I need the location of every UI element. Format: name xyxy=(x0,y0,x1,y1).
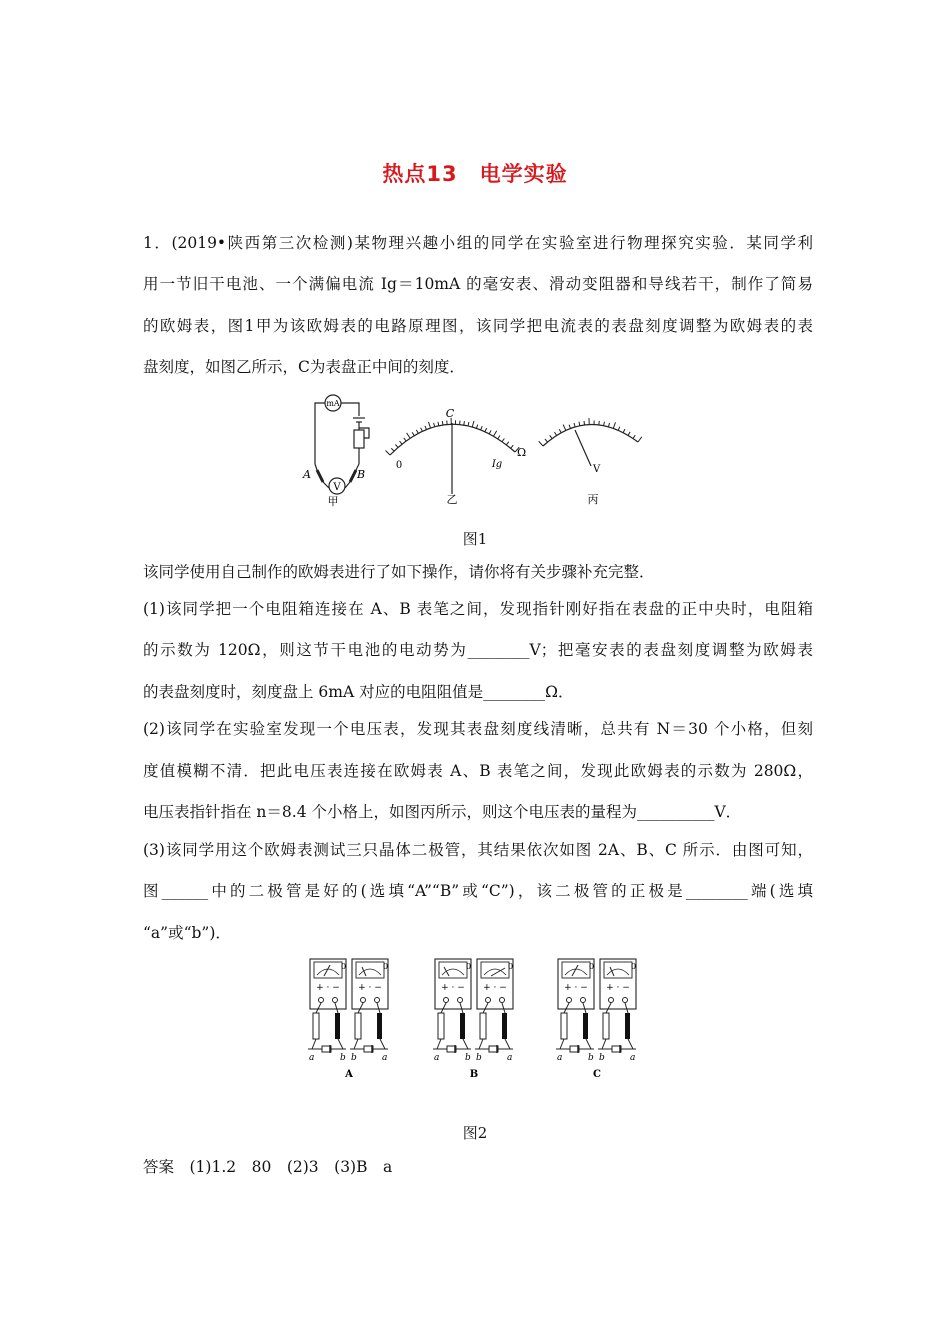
scale-tick xyxy=(550,435,552,438)
scale-tick xyxy=(489,430,491,434)
scale-tick xyxy=(407,433,411,438)
multimeter-dial xyxy=(439,962,467,978)
scale-tick xyxy=(416,430,418,434)
scale-tick xyxy=(608,423,609,427)
test-lead xyxy=(441,1003,446,1013)
scale-tick xyxy=(539,441,543,446)
end-b-label: a xyxy=(630,1053,636,1063)
group-label-B: B xyxy=(469,1069,479,1080)
scale-tick xyxy=(638,437,642,442)
body-line-7: 电压表指针指在 n＝8.4 个小格上，如图丙所示，则这个电压表的量程为__________V． xyxy=(143,803,742,821)
terminal-b-label: B xyxy=(357,468,366,481)
v2-label: V xyxy=(593,464,601,475)
end-b-label: b xyxy=(465,1053,471,1063)
probe-red xyxy=(355,1013,361,1039)
c-label: C xyxy=(445,407,455,420)
terminal-jack xyxy=(486,998,491,1003)
scale-tick xyxy=(485,428,487,432)
meter-terminals: + · − xyxy=(483,983,507,993)
probe-black xyxy=(377,1013,382,1039)
ohm-label: Ω xyxy=(517,446,527,459)
terminal-jack xyxy=(458,998,463,1003)
scale-tick xyxy=(613,422,615,428)
body-line-6: 度值模糊不清．把此电压表连接在欧姆表 A、B 表笔之间，发现此欧姆表的示数为 280Ω， xyxy=(143,762,813,780)
meter-zero-label: 0 xyxy=(589,962,595,971)
scale-tick xyxy=(511,445,514,448)
scale-tick xyxy=(604,422,605,426)
terminal-jack xyxy=(444,998,449,1003)
scale-tick xyxy=(391,448,394,451)
terminal-jack xyxy=(333,998,338,1003)
probe-black xyxy=(625,1013,630,1039)
scale-tick xyxy=(633,435,635,438)
scale-tick xyxy=(468,422,469,426)
group-label-A: A xyxy=(345,1069,353,1080)
meter-terminals: + · − xyxy=(564,983,588,993)
terminal-jack xyxy=(361,998,366,1003)
meter-terminals: + · − xyxy=(441,983,465,993)
test-lead xyxy=(335,1003,338,1013)
body-line-5: (2)该同学在实验室发现一个电压表，发现其表盘刻度线清晰，总共有 N＝30 个小格，但刻 xyxy=(143,720,813,738)
multimeter-dial xyxy=(562,962,590,978)
test-lead xyxy=(483,1003,488,1013)
scale-tick xyxy=(554,432,556,435)
test-lead xyxy=(625,1003,628,1013)
zero-label: 0 xyxy=(395,460,403,471)
end-a-label: b xyxy=(599,1053,605,1063)
scale-tick xyxy=(579,422,580,426)
terminal-jack xyxy=(623,998,628,1003)
scale-tick xyxy=(412,432,414,435)
jia-label: 甲 xyxy=(327,495,339,508)
end-a-label: b xyxy=(476,1053,482,1063)
terminal-jack xyxy=(500,998,505,1003)
problem-line-3: 的欧姆表，图1甲为该欧姆表的电路原理图，该同学把电流表的表盘刻度调整为欧姆表的表 xyxy=(143,317,813,335)
probe-red xyxy=(438,1013,444,1039)
scale-tick xyxy=(498,436,500,439)
scale-tick xyxy=(395,444,398,447)
meter-zero-label: 0 xyxy=(508,962,514,971)
scale-tick xyxy=(428,422,430,428)
group-label-C: C xyxy=(593,1069,601,1080)
terminal-jack xyxy=(375,998,380,1003)
scale-tick xyxy=(425,426,427,430)
figure-2-caption: 图2 xyxy=(462,1124,488,1142)
body-line-8: (3)该同学用这个欧姆表测试三只晶体二极管，其结果依次如图 2A、B、C 所示．由图可知， xyxy=(143,841,813,859)
v-label: V xyxy=(333,482,341,493)
terminal-jack xyxy=(567,998,572,1003)
meter-needle xyxy=(572,965,578,976)
problem-line-4: 盘刻度，如图乙所示，C为表盘正中间的刻度． xyxy=(143,358,465,376)
end-b-label: a xyxy=(382,1053,388,1063)
probe-black xyxy=(335,1013,340,1039)
end-a-label: b xyxy=(351,1053,357,1063)
scale-tick xyxy=(502,438,504,441)
meter-terminals: + · − xyxy=(316,983,340,993)
probe-black xyxy=(583,1013,588,1039)
scale-tick xyxy=(628,432,630,435)
scale-tick xyxy=(574,423,575,427)
probe-red xyxy=(313,1013,319,1039)
problem-line-1: 1．(2019•陕西第三次检测)某物理兴趣小组的同学在实验室进行物理探究实验．某同学利 xyxy=(143,234,813,252)
end-b-label: a xyxy=(507,1053,513,1063)
scale-tick xyxy=(442,421,443,425)
meter-zero-label: 0 xyxy=(383,962,389,971)
test-lead xyxy=(460,1003,463,1013)
yi-label: 乙 xyxy=(446,493,458,506)
scale-tick xyxy=(563,425,566,431)
figure-1-caption: 图1 xyxy=(462,530,488,548)
scale-tick xyxy=(569,425,570,429)
end-a-label: a xyxy=(557,1053,563,1063)
meter-needle xyxy=(324,965,330,976)
body-line-1: 该同学使用自己制作的欧姆表进行了如下操作，请你将有关步骤补充完整． xyxy=(143,563,655,581)
body-line-10: “a”或“b”)． xyxy=(143,924,231,942)
terminal-jack xyxy=(319,998,324,1003)
meter-zero-label: 0 xyxy=(631,962,637,971)
test-lead xyxy=(316,1003,321,1013)
multimeter-dial xyxy=(356,962,384,978)
test-lead xyxy=(564,1003,569,1013)
scale-tick xyxy=(481,426,483,430)
end-b-label: b xyxy=(588,1053,594,1063)
terminal-jack xyxy=(609,998,614,1003)
answer-line: 答案 (1)1.2 80 (2)3 (3)B a xyxy=(143,1158,393,1176)
end-a-label: a xyxy=(309,1053,315,1063)
diode-test-group-B xyxy=(433,959,513,1080)
figure-1-diagram xyxy=(295,390,655,512)
scale-tick xyxy=(476,425,477,429)
probe-black xyxy=(460,1013,465,1039)
problem-line-2: 用一节旧干电池、一个满偏电流 Ig＝10mA 的毫安表、滑动变阻器和导线若干，制作了简易 xyxy=(143,275,813,293)
bing-label: 丙 xyxy=(587,493,599,506)
scale-tick xyxy=(421,428,423,432)
body-line-3: 的示数为 120Ω，则这节干电池的电动势为________V；把毫安表的表盘刻度调整为欧姆表 xyxy=(143,641,813,659)
diode-test-group-C xyxy=(556,959,636,1080)
scale-tick xyxy=(623,429,625,433)
meter-zero-label: 0 xyxy=(466,962,472,971)
body-line-2: (1)该同学把一个电阻箱连接在 A、B 表笔之间，发现指针刚好指在表盘的正中央时，电阻箱 xyxy=(143,600,813,618)
test-lead xyxy=(606,1003,611,1013)
scale-tick xyxy=(545,439,548,442)
scale-tick xyxy=(464,421,465,425)
scale-tick xyxy=(618,427,620,431)
body-line-4: 的表盘刻度时，刻度盘上 6mA 对应的电阻阻值是________Ω． xyxy=(143,683,574,701)
scale-tick xyxy=(472,421,474,427)
scale-tick xyxy=(506,442,508,445)
meter-needle xyxy=(444,967,449,976)
test-lead xyxy=(583,1003,586,1013)
scale-tick xyxy=(438,422,439,426)
terminal-a-label: A xyxy=(303,468,311,481)
multimeter-dial xyxy=(314,962,342,978)
multimeter-dial xyxy=(604,962,632,978)
scale-tick xyxy=(404,438,406,441)
diode-test-group-A xyxy=(308,959,388,1080)
test-lead xyxy=(502,1003,505,1013)
probe-red xyxy=(480,1013,486,1039)
volt-scale-ticks xyxy=(539,418,642,446)
end-b-label: b xyxy=(340,1053,346,1063)
test-lead xyxy=(377,1003,380,1013)
probe-black xyxy=(502,1013,507,1039)
meter-terminals: + · − xyxy=(606,983,630,993)
probe-red xyxy=(603,1013,609,1039)
test-lead xyxy=(358,1003,363,1013)
scale-tick xyxy=(559,429,561,433)
scale-tick xyxy=(385,450,390,455)
ma-label: mA xyxy=(326,399,340,408)
end-a-label: a xyxy=(434,1053,440,1063)
meter-terminals: + · − xyxy=(358,983,382,993)
scale-tick xyxy=(493,431,496,437)
scale-tick xyxy=(434,423,435,427)
probe-red xyxy=(561,1013,567,1039)
ig-label: Ig xyxy=(491,459,503,470)
figure-2-diagram xyxy=(300,953,650,1083)
scale-tick xyxy=(400,441,402,444)
body-line-9: 图______中的二极管是好的(选填“A”“B”或“C”)，该二极管的正极是________端(选填 xyxy=(143,882,813,900)
page-title: 热点13 电学实验 xyxy=(382,162,568,186)
multimeter-dial xyxy=(481,962,509,978)
terminal-jack xyxy=(581,998,586,1003)
meter-zero-label: 0 xyxy=(341,962,347,971)
